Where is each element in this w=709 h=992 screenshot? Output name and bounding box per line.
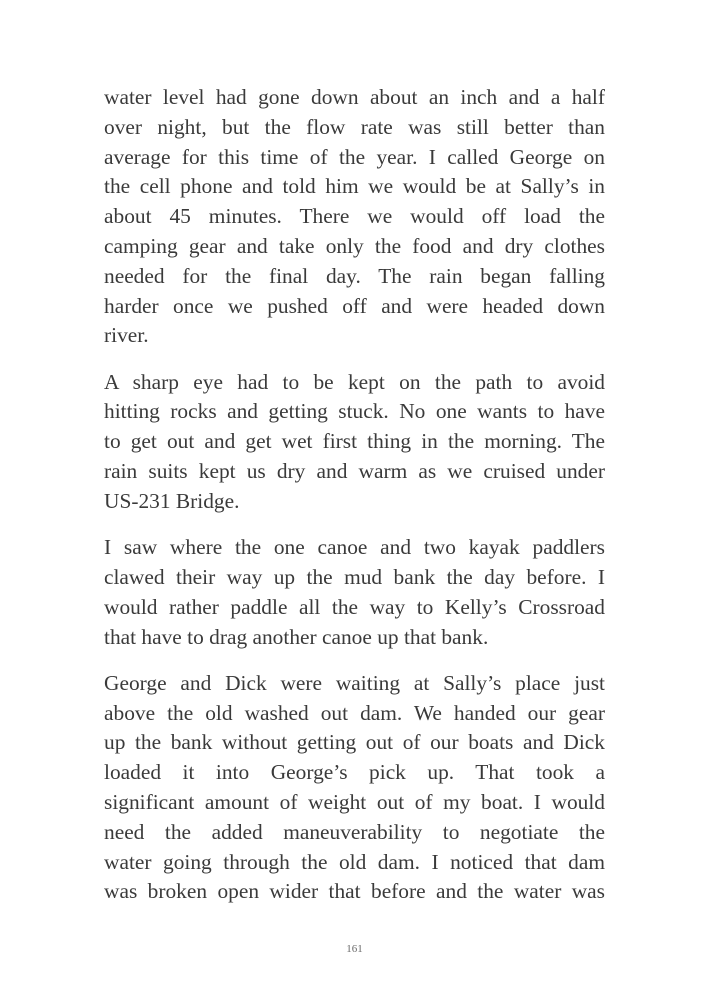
text-line: river. [104, 323, 149, 348]
text-line: over night, but the flow rate was still better than [104, 114, 605, 139]
text-line: significant amount of weight out of my boat. I would [104, 790, 605, 815]
text-line: to get out and get wet first thing in the morning. The [104, 429, 605, 454]
text-line: US-231 Bridge. [104, 488, 240, 513]
text-line: needed for the final day. The rain began falling [104, 263, 605, 288]
text-line: water level had gone down about an inch and a half [104, 85, 605, 109]
text-line: would rather paddle all the way to Kelly’s Crossroad [104, 594, 605, 619]
text-line: I saw where the one canoe and two kayak paddlers [104, 535, 605, 560]
text-line: above the old washed out dam. We handed our gear [104, 700, 605, 725]
text-line: clawed their way up the mud bank the day before. I [104, 564, 605, 589]
text-line: up the bank without getting out of our boats and Dick [104, 730, 605, 755]
text-line: that have to drag another canoe up that bank. [104, 624, 489, 649]
text-line: average for this time of the year. I called George on [104, 144, 605, 169]
text-line: A sharp eye had to be kept on the path to avoid [104, 369, 605, 394]
text-line: hitting rocks and getting stuck. No one wants to have [104, 399, 605, 424]
paragraph-4 [104, 669, 605, 907]
paragraph-2 [104, 368, 605, 517]
page-number: 161 [346, 943, 363, 955]
text-line: about 45 minutes. There we would off load the [104, 204, 605, 229]
text-line: George and Dick were waiting at Sally’s place just [104, 670, 605, 695]
text-line: harder once we pushed off and were headed down [104, 293, 605, 318]
text-line: was broken open wider that before and the water was [104, 879, 605, 904]
text-line: water going through the old dam. I noticed that dam [104, 849, 605, 874]
text-line: loaded it into George’s pick up. That took a [104, 760, 605, 785]
paragraph-1 [104, 83, 605, 351]
text-line: the cell phone and told him we would be at Sally’s in [104, 174, 605, 199]
text-line: rain suits kept us dry and warm as we cruised under [104, 459, 605, 484]
paragraph-3 [104, 533, 605, 652]
body-text [104, 83, 605, 924]
text-line: camping gear and take only the food and dry clothes [104, 233, 605, 258]
text-line: need the added maneuverability to negotiate the [104, 819, 605, 844]
